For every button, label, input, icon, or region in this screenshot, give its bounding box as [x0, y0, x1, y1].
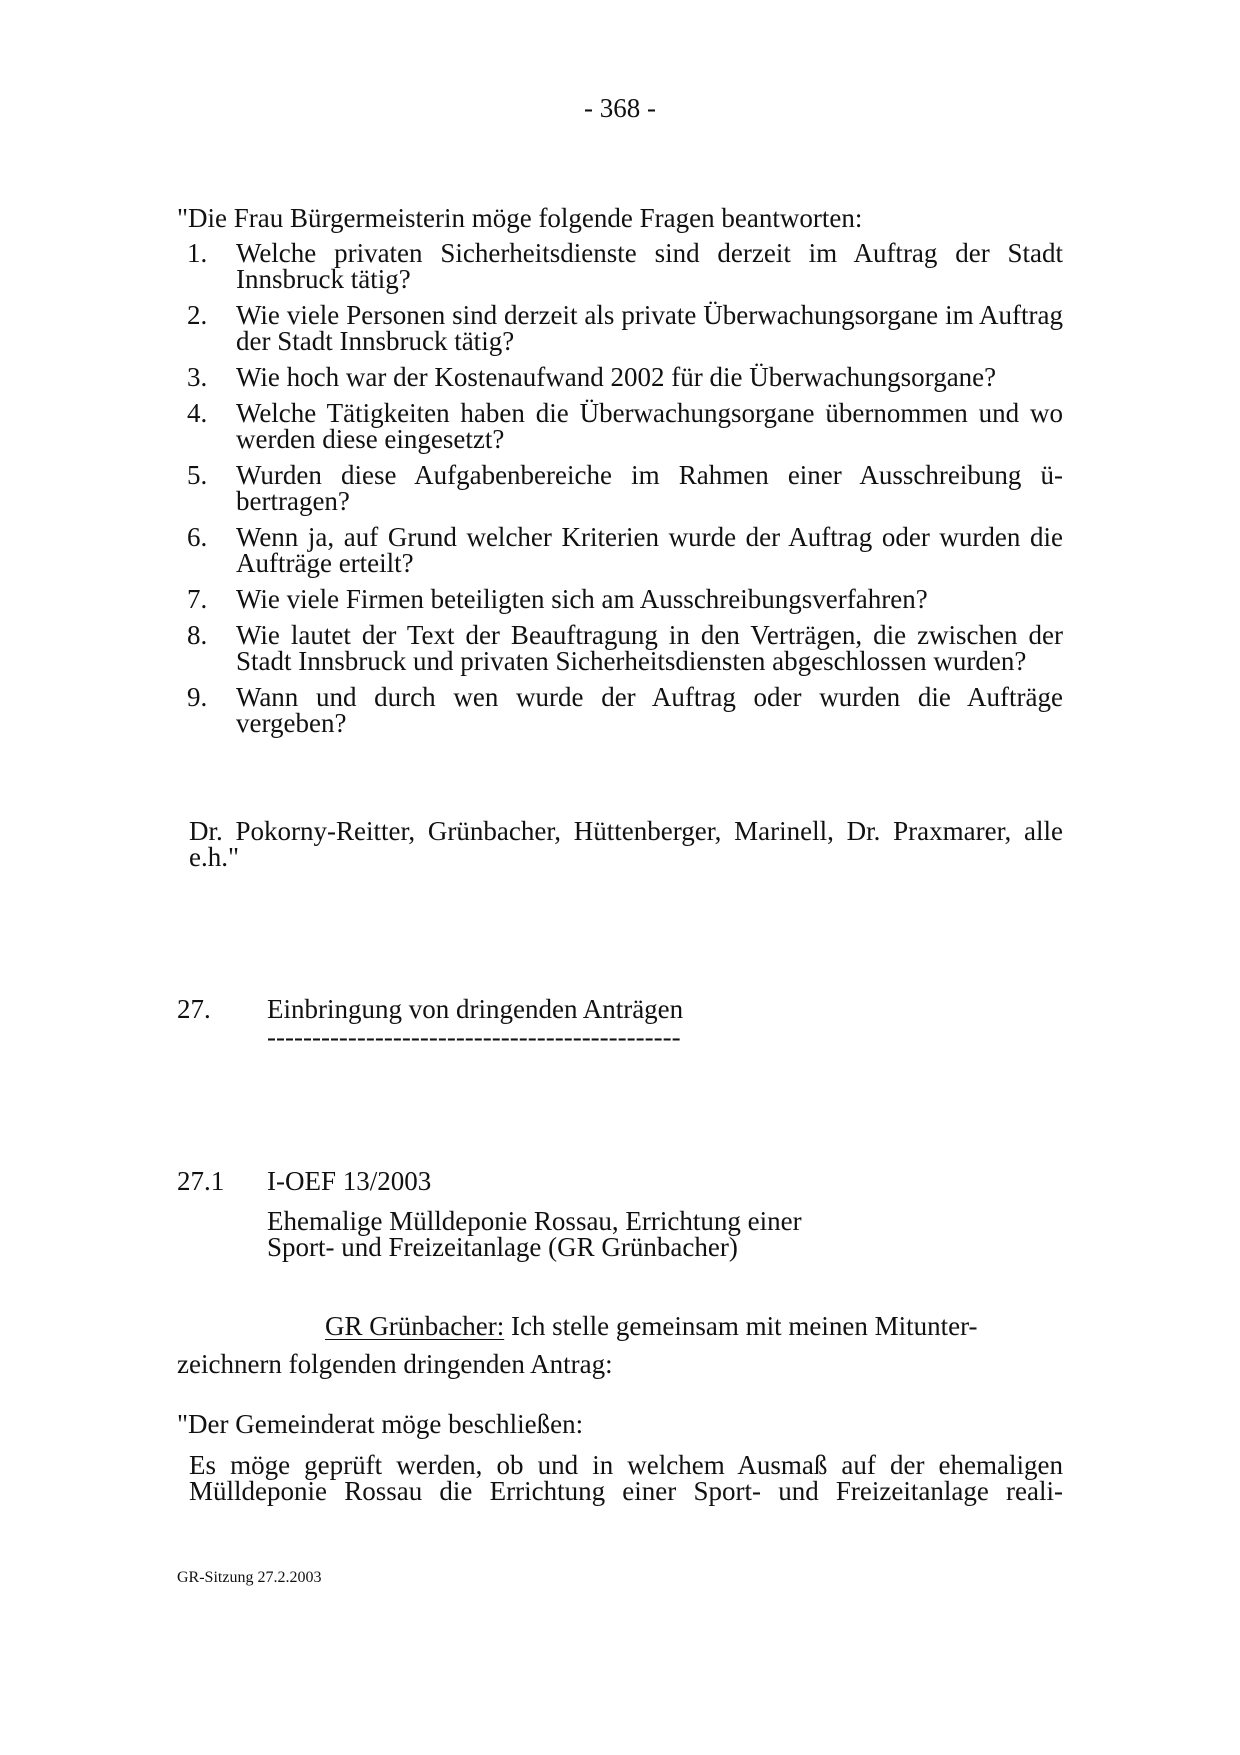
question-item: [187, 462, 1063, 514]
question-number: 5.: [187, 460, 208, 490]
page-footer: GR-Sitzung 27.2.2003: [177, 1569, 322, 1586]
subitem-number: 27.1: [177, 1166, 225, 1196]
motion-body: Es möge geprüft werden, ob und in welchem Ausmaß auf der ehemaligen Mülldeponie Rossau die Errichtung einer Sport- und Freizeitanlage reali-: [189, 1450, 1063, 1506]
statement-text: Ich stelle gemeinsam mit meinen Mitunter-: [504, 1311, 978, 1341]
question-number: 3.: [187, 362, 208, 392]
motion-subject: [267, 1208, 802, 1260]
speaker-name: GR Grünbacher:: [325, 1311, 505, 1341]
question-text: Welche privaten Sicherheitsdienste sind derzeit im Auftrag der Stadt Innsbruck tätig?: [236, 238, 1063, 294]
question-number: 6.: [187, 522, 208, 552]
question-item: [187, 684, 1063, 736]
agenda-item-title: Einbringung von dringenden Anträgen: [267, 994, 684, 1024]
question-item: [187, 364, 1063, 390]
question-text: Wenn ja, auf Grund welcher Kriterien wurde der Auftrag oder wurden die Aufträge erteilt?: [236, 522, 1063, 578]
question-item: [187, 524, 1063, 576]
motion-intro: "Der Gemeinderat möge beschließen:: [177, 1409, 584, 1439]
question-number: 2.: [187, 300, 208, 330]
question-item: [187, 240, 1063, 292]
question-text: Welche Tätigkeiten haben die Überwachungsorgane übernommen und wo werden diese eingesetzt?: [236, 398, 1063, 454]
question-item: [187, 400, 1063, 452]
question-number: 9.: [187, 682, 208, 712]
question-number: 1.: [187, 238, 208, 268]
question-item: [187, 622, 1063, 674]
motion-subject-line: Sport- und Freizeitanlage (GR Grünbacher): [267, 1232, 738, 1262]
motion-subject-line: Ehemalige Mülldeponie Rossau, Errichtung einer: [267, 1206, 802, 1236]
question-number: 4.: [187, 398, 208, 428]
question-text: Wie viele Personen sind derzeit als private Überwachungsorgane im Auftrag der Stadt Innsbruck tätig?: [236, 300, 1063, 356]
signatories: Dr. Pokorny-Reitter, Grünbacher, Hüttenberger, Marinell, Dr. Praxmarer, alle e.h.": [189, 816, 1063, 872]
question-list: [187, 240, 1063, 746]
question-text: Wurden diese Aufgabenbereiche im Rahmen einer Ausschreibung ü-bertragen?: [236, 460, 1063, 516]
question-item: [187, 302, 1063, 354]
question-text: Wie hoch war der Kostenaufwand 2002 für die Überwachungsorgane?: [236, 362, 997, 392]
agenda-item-number: 27.: [177, 994, 211, 1024]
motion-reference-id: I-OEF 13/2003: [267, 1166, 432, 1196]
question-text: Wie lautet der Text der Beauftragung in den Verträgen, die zwischen der Stadt Innsbruck und privaten Sicherheitsdiensten abgeschlossen wurden?: [236, 620, 1063, 676]
page-number: - 368 -: [584, 93, 656, 123]
question-number: 7.: [187, 584, 208, 614]
title-underline-dashes: ----------------------------------------------: [267, 1022, 681, 1052]
question-item: [187, 586, 1063, 612]
statement-text: zeichnern folgenden dringenden Antrag:: [177, 1349, 613, 1379]
question-text: Wann und durch wen wurde der Auftrag oder wurden die Aufträge vergeben?: [236, 682, 1063, 738]
question-number: 8.: [187, 620, 208, 650]
question-text: Wie viele Firmen beteiligten sich am Ausschreibungsverfahren?: [236, 584, 928, 614]
inquiry-intro: "Die Frau Bürgermeisterin möge folgende Fragen beantworten:: [177, 203, 863, 233]
speaker-statement: [177, 1307, 1047, 1383]
